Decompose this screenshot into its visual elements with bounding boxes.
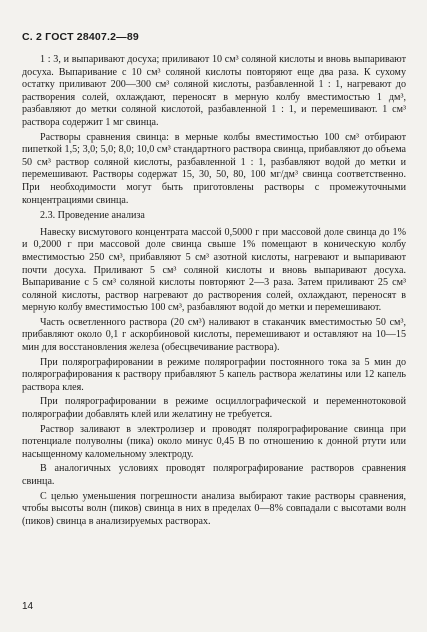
paragraph-7: Раствор заливают в электролизер и проводят полярографирование свинца при потенциале полуволны (пика) около минус 0,45 В по отношению к донной ртути или насыщенному каломельному электроду. <box>22 423 406 460</box>
page-number: 14 <box>22 601 34 612</box>
paragraph-1: 1 : 3, и выпаривают досуха; приливают 10 см³ соляной кислоты и вновь выпаривают досуха. Выпаривание с 10 см³ соляной кислоты повторяют еще два раза. К сухому остатку приливают 200—300 см³ соляной кислоты, разбавленной 1 : 1, нагревают до растворения солей, охлаждают, переносят в мерную колбу вместимостью 1 дм³, разбавляют до метки соляной кислотой, разбавленной 1 : 1, и перемешивают. 1 см³ раствора содержит 1 мг свинца. <box>22 54 406 128</box>
paragraph-6: При полярографировании в режиме осциллографической и переменнотоковой полярографии добавлять клей или желатину не требуется. <box>22 396 406 421</box>
paragraph-5: При полярографировании в режиме полярографии постоянного тока за 5 мин до полярографирования к раствору прибавляют 5 капель раствора желатины или 12 капель раствора клея. <box>22 356 406 393</box>
paragraph-8: В аналогичных условиях проводят полярографирование растворов сравнения свинца. <box>22 463 406 487</box>
document-body <box>22 54 406 530</box>
paragraph-9: С целью уменьшения погрешности анализа выбирают такие растворы сравнения, чтобы высоты волн (пиков) свинца в них в пределах 0—8% совпадали с высотами волн (пиков) свинца в анализируемых растворах. <box>22 490 406 527</box>
section-heading: 2.3. Проведение анализа <box>40 210 145 222</box>
page-header: С. 2 ГОСТ 28407.2—89 <box>22 31 139 43</box>
paragraph-2: Растворы сравнения свинца: в мерные колбы вместимостью 100 см³ отбирают пипеткой 1,5; 3,0; 5,0; 8,0; 10,0 см³ стандартного раствора свинца, прибавляют до объема 50 см³ раствор соляной кислоты, разбавленной 1 : 1, разбавляют водой до метки и перемешивают. Растворы содержат 15, 30, 50, 80, 100 мг/дм³ свинца соответственно. При необходимости могут быть приготовлены растворы с промежуточными концентрациями свинца. <box>22 131 406 206</box>
paragraph-4: Часть осветленного раствора (20 см³) наливают в стаканчик вместимостью 50 см³, прибавляют около 0,1 г аскорбиновой кислоты, перемешивают и оставляют на 10—15 мин для восстановления железа (обесцвечивание раствора). <box>22 316 406 354</box>
paragraph-3: Навеску висмутового концентрата массой 0,5000 г при массовой доле свинца до 1% и 0,2000 г при массовой доле свинца свыше 1% помещают в коническую колбу вместимостью 250 см³, прибавляют 5 см³ азотной кислоты, нагревают и выпаривают почти досуха. Приливают 5 см³ соляной кислоты и вновь выпаривают досуха. Выпаривание с 5 см³ соляной кислоты повторяют 2—3 раза. Затем приливают 25 см³ соляной кислоты, раствор нагревают до растворения солей, охлаждают, переносят в мерную колбу вместимостью 100 см³, разбавляют водой до метки и перемешивают. <box>22 226 406 314</box>
